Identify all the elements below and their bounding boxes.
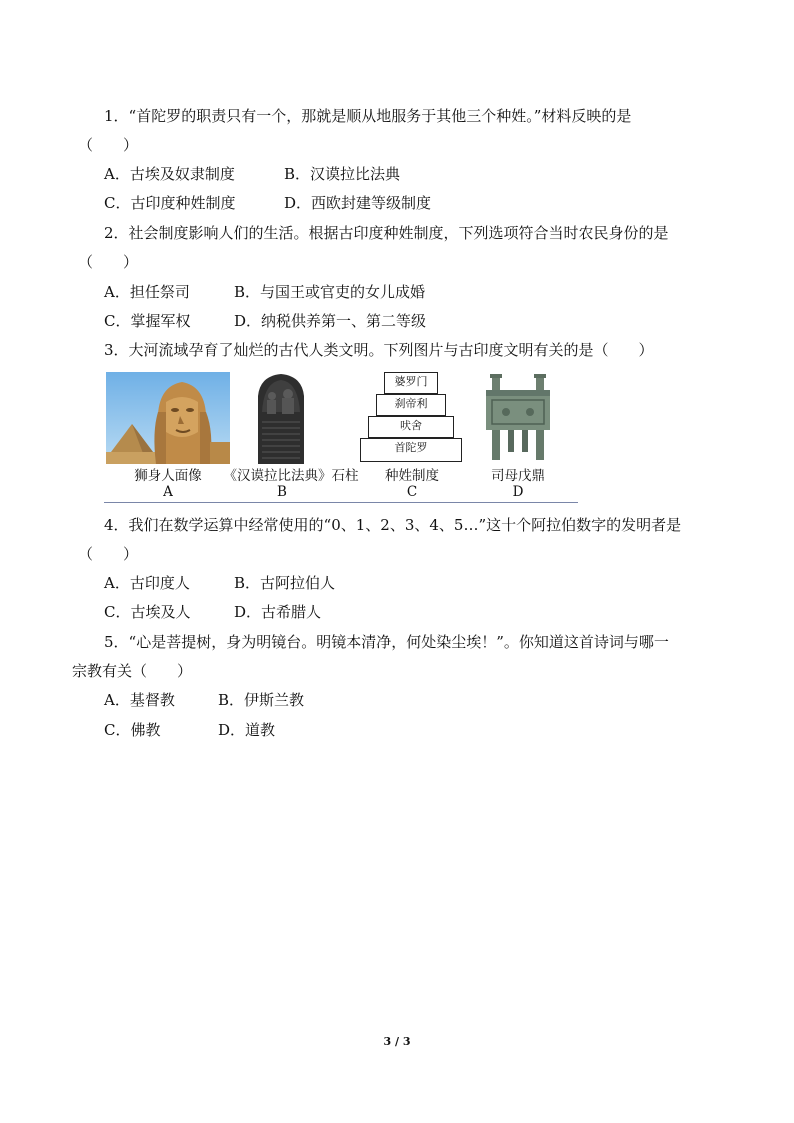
question-2-option-a: A．担任祭司 <box>104 283 190 301</box>
question-2-option-b: B．与国王或官吏的女儿成婚 <box>234 283 426 301</box>
question-4-answer-blank: （ ） <box>78 545 139 563</box>
question-3-figures <box>104 372 580 504</box>
question-1-option-d: D．西欧封建等级制度 <box>284 194 432 212</box>
question-4-option-b: B．古阿拉伯人 <box>234 574 336 592</box>
figure-b-letter: B <box>277 484 287 500</box>
question-2-option-c: C．掌握军权 <box>104 312 191 330</box>
figure-d-label: 司母戊鼎 <box>491 468 545 484</box>
caste-pyramid-diagram <box>360 372 462 464</box>
question-1-option-a: A．古埃及奴隶制度 <box>104 165 235 183</box>
figure-b-label: 《汉谟拉比法典》石柱 <box>223 468 359 484</box>
figure-a-letter: A <box>163 484 173 500</box>
question-1-answer-blank: （ ） <box>78 136 139 154</box>
question-2-answer-blank: （ ） <box>78 253 139 271</box>
question-5-option-b: B．伊斯兰教 <box>218 691 305 709</box>
figure-c-label: 种姓制度 <box>385 468 439 484</box>
caste-tier-kshatriya: 刹帝利 <box>376 394 446 416</box>
question-4-option-c: C．古埃及人 <box>104 603 191 621</box>
question-1-stem: 1．“首陀罗的职责只有一个，那就是顺从地服务于其他三个种姓。”材料反映的是 <box>104 107 632 125</box>
question-5-option-d: D．道教 <box>218 721 276 739</box>
caste-tier-shudra: 首陀罗 <box>360 438 462 462</box>
page-number: 3 / 3 <box>383 1035 411 1048</box>
question-4-stem: 4．我们在数学运算中经常使用的“0、1、2、3、4、5…”这十个阿拉伯数字的发明者是 <box>104 516 682 534</box>
sphinx-image <box>106 372 230 464</box>
question-5-option-a: A．基督教 <box>104 691 175 709</box>
question-4-option-a: A．古印度人 <box>104 574 190 592</box>
caste-tier-brahmin: 婆罗门 <box>384 372 438 394</box>
question-2-stem: 2．社会制度影响人们的生活。根据古印度种姓制度，下列选项符合当时农民身份的是 <box>104 224 669 242</box>
question-1-option-c: C．古印度种姓制度 <box>104 194 236 212</box>
question-3-stem: 3．大河流域孕育了灿烂的古代人类文明。下列图片与古印度文明有关的是（ ） <box>104 341 654 359</box>
question-2-option-d: D．纳税供养第一、第二等级 <box>234 312 427 330</box>
hammurabi-stele-image <box>252 372 310 464</box>
figure-d-letter: D <box>512 484 524 500</box>
question-1-option-b: B．汉谟拉比法典 <box>284 165 401 183</box>
figure-divider <box>104 502 578 503</box>
figure-a-label: 狮身人面像 <box>134 468 202 484</box>
question-4-option-d: D．古希腊人 <box>234 603 322 621</box>
question-5-stem: 5．“心是菩提树，身为明镜台。明镜本清净，何处染尘埃！”。你知道这首诗词与哪一 <box>104 633 669 651</box>
question-5-option-c: C．佛教 <box>104 721 161 739</box>
caste-tier-vaishya: 吠舍 <box>368 416 454 438</box>
simuwu-ding-image <box>478 372 558 464</box>
question-5-stem-continued: 宗教有关（ ） <box>72 662 193 680</box>
figure-c-letter: C <box>406 484 418 500</box>
